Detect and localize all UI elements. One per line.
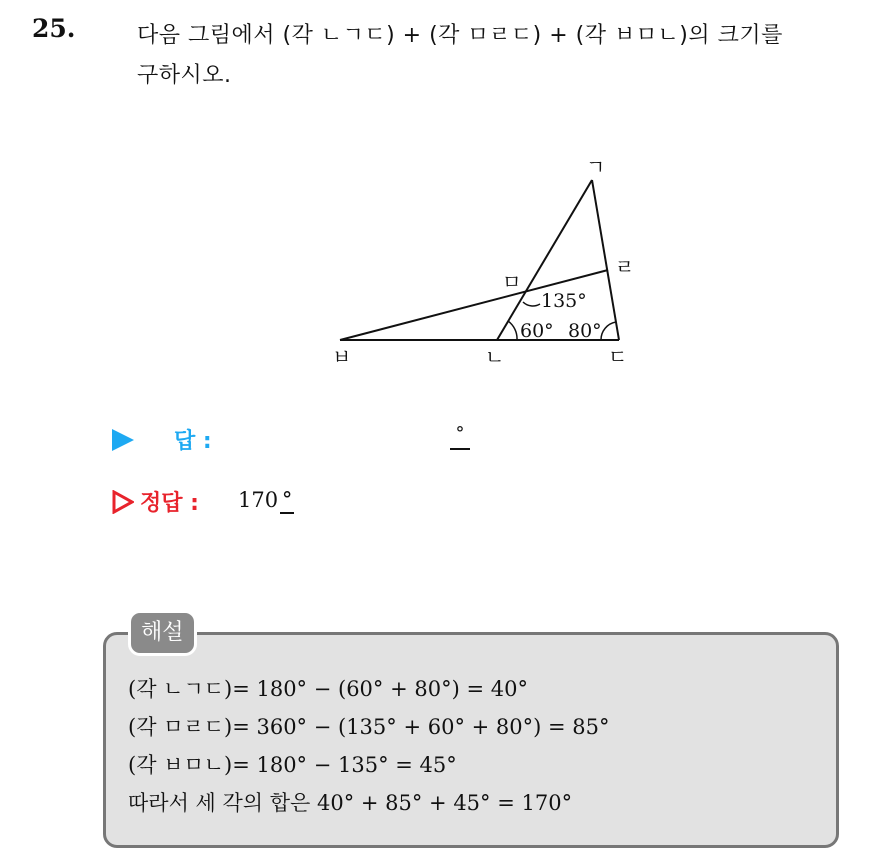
outline-triangle-icon <box>112 490 134 514</box>
correct-value <box>238 488 294 514</box>
line-giyeok-nieun <box>497 180 592 340</box>
angle-label-135: 135° <box>541 290 587 312</box>
play-triangle-icon <box>112 429 134 451</box>
solution-line-3: (각 ㅂㅁㄴ)= 180° − 135° = 45° <box>128 753 457 777</box>
label-nieun: ㄴ <box>485 345 505 369</box>
problem-number: 25. <box>32 14 76 43</box>
arc-135 <box>523 302 540 306</box>
triangle-figure <box>320 150 640 375</box>
solution-line-1: (각 ㄴㄱㄷ)= 180° − (60° + 80°) = 40° <box>128 677 528 701</box>
problem-text-line-2: 구하시오. <box>137 63 232 88</box>
angle-label-80: 80° <box>568 320 602 342</box>
problem-text-line-1: 다음 그림에서 (각 ㄴㄱㄷ) + (각 ㅁㄹㄷ) + (각 ㅂㅁㄴ)의 크기를 <box>137 23 783 48</box>
angle-label-60: 60° <box>520 320 554 342</box>
label-mieum: ㅁ <box>502 270 522 294</box>
solution-tag: 해설 <box>128 610 197 656</box>
solution-lines <box>128 670 609 822</box>
correct-number: 170 <box>238 488 279 512</box>
solution-line-2: (각 ㅁㄹㄷ)= 360° − (135° + 60° + 80°) = 85° <box>128 715 610 739</box>
arc-80 <box>601 322 616 340</box>
arc-60 <box>508 321 517 340</box>
label-giyeok: ㄱ <box>586 155 606 179</box>
label-rieul: ㄹ <box>615 255 635 279</box>
answer-label: 답 : <box>174 429 212 454</box>
correct-label: 정답 : <box>140 491 199 516</box>
correct-unit: ° <box>281 488 293 512</box>
problem-text <box>137 16 884 96</box>
label-bieup: ㅂ <box>332 345 352 369</box>
solution-line-4: 따라서 세 각의 합은 40° + 85° + 45° = 170° <box>128 791 573 815</box>
label-digeut: ㄷ <box>608 345 628 369</box>
answer-blank[interactable]: ° <box>450 422 470 450</box>
